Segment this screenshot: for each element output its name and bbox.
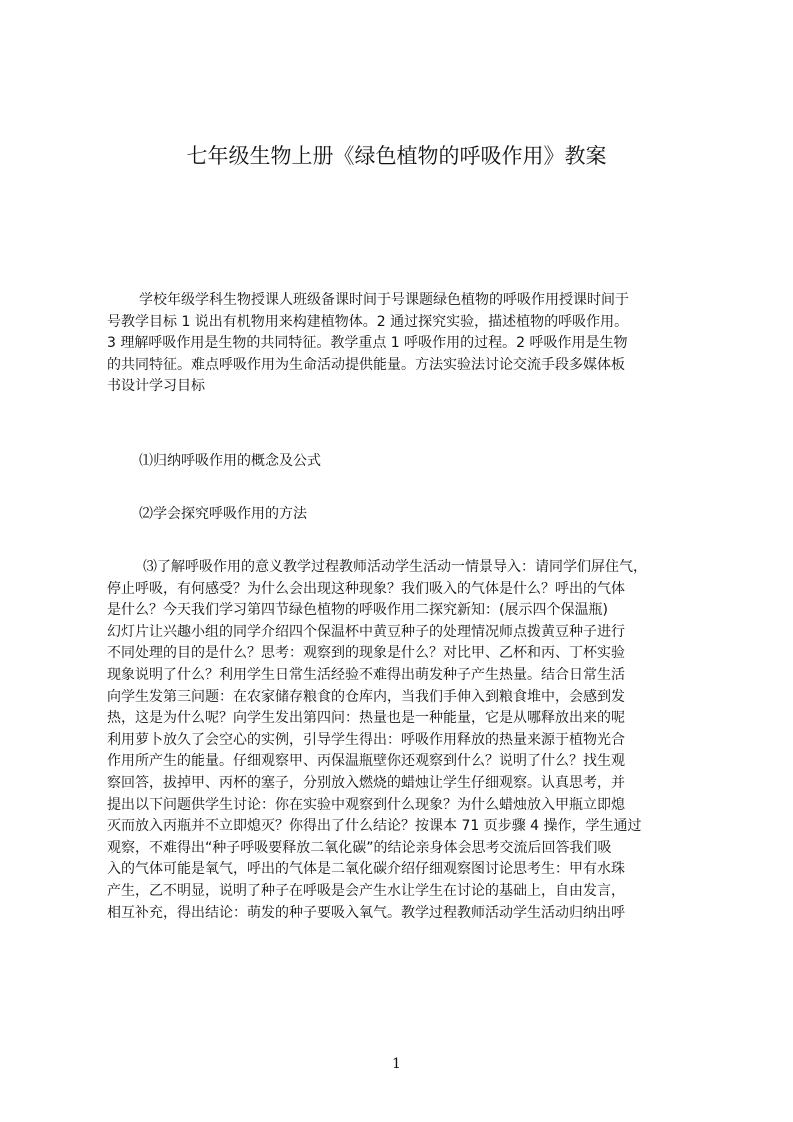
document-title: 七年级生物上册《绿色植物的呼吸作用》教案	[186, 144, 607, 168]
text-line: 不同处理的目的是什么？思考：观察到的现象是什么？对比甲、乙杯和丙、丁杯实验	[107, 645, 625, 662]
text-line: 观察，不难得出“种子呼吸要释放二氧化碳”的结论亲身体会思考交流后回答我们吸	[107, 839, 612, 856]
text-line: 停止呼吸，有何感受？为什么会出现这种现象？我们吸入的气体是什么？呼出的气体	[107, 580, 625, 597]
text-line: 现象说明了什么？利用学生日常生活经验不难得出萌发种子产生热量。结合日常生活	[107, 666, 625, 683]
text-line: 提出以下问题供学生讨论：你在实验中观察到什么现象？为什么蜡烛放入甲瓶立即熄	[107, 796, 625, 813]
text-line: 号教学目标 1 说出有机物用来构建植物体。2 通过探究实验，描述植物的呼吸作用。	[107, 313, 629, 330]
text-line: 察回答，拔掉甲、丙杯的塞子，分别放入燃烧的蜡烛让学生仔细观察。认真思考，并	[107, 774, 625, 791]
intro-paragraph	[107, 290, 707, 398]
text-line: ⑶了解呼吸作用的意义教学过程教师活动学生活动一情景导入：请同学们屏住气，	[143, 559, 647, 575]
page-number: 1	[392, 1056, 401, 1072]
text-line: 灭而放入丙瓶并不立即熄灭？你得出了什么结论？按课本 71 页步骤 4 操作，学生通过	[107, 818, 642, 835]
text-line: 的共同特征。难点呼吸作用为生命活动提供能量。方法实验法讨论交流手段多媒体板	[107, 356, 625, 373]
text-line: 幻灯片让兴趣小组的同学介绍四个保温杯中黄豆种子的处理情况师点拨黄豆种子进行	[107, 623, 625, 640]
goal-2	[107, 504, 707, 526]
text-line: ⑵学会探究呼吸作用的方法	[139, 506, 307, 522]
text-line: 利用萝卜放久了会空心的实例，引导学生得出：呼吸作用释放的热量来源于植物光合	[107, 731, 625, 748]
text-line: 学校年级学科生物授课人班级备课时间于号课题绿色植物的呼吸作用授课时间于	[139, 292, 629, 308]
text-line: 书设计学习目标	[107, 378, 205, 395]
body-paragraph	[107, 557, 707, 924]
text-line: 作用所产生的能量。仔细观察甲、丙保温瓶壁你还观察到什么？说明了什么？找生观	[107, 753, 625, 770]
text-line: 3 理解呼吸作用是生物的共同特征。教学重点 1 呼吸作用的过程。2 呼吸作用是生物	[107, 335, 628, 352]
text-line: 产生，乙不明显，说明了种子在呼吸是会产生水让学生在讨论的基础上，自由发言，	[107, 882, 625, 899]
text-line: 是什么？今天我们学习第四节绿色植物的呼吸作用二探究新知：(展示四个保温瓶)	[107, 602, 608, 619]
text-line: 热，这是为什么呢？向学生发出第四问：热量也是一种能量，它是从哪释放出来的呢	[107, 710, 625, 727]
goal-1	[107, 451, 707, 473]
text-line: ⑴归纳呼吸作用的概念及公式	[139, 453, 321, 469]
text-line: 向学生发第三问题：在农家储存粮食的仓库内，当我们手伸入到粮食堆中，会感到发	[107, 688, 625, 705]
text-line: 相互补充，得出结论：萌发的种子要吸入氧气。教学过程教师活动学生活动归纳出呼	[107, 904, 625, 921]
text-line: 入的气体可能是氧气，呼出的气体是二氧化碳介绍仔细观察图讨论思考生：甲有水珠	[107, 861, 625, 878]
